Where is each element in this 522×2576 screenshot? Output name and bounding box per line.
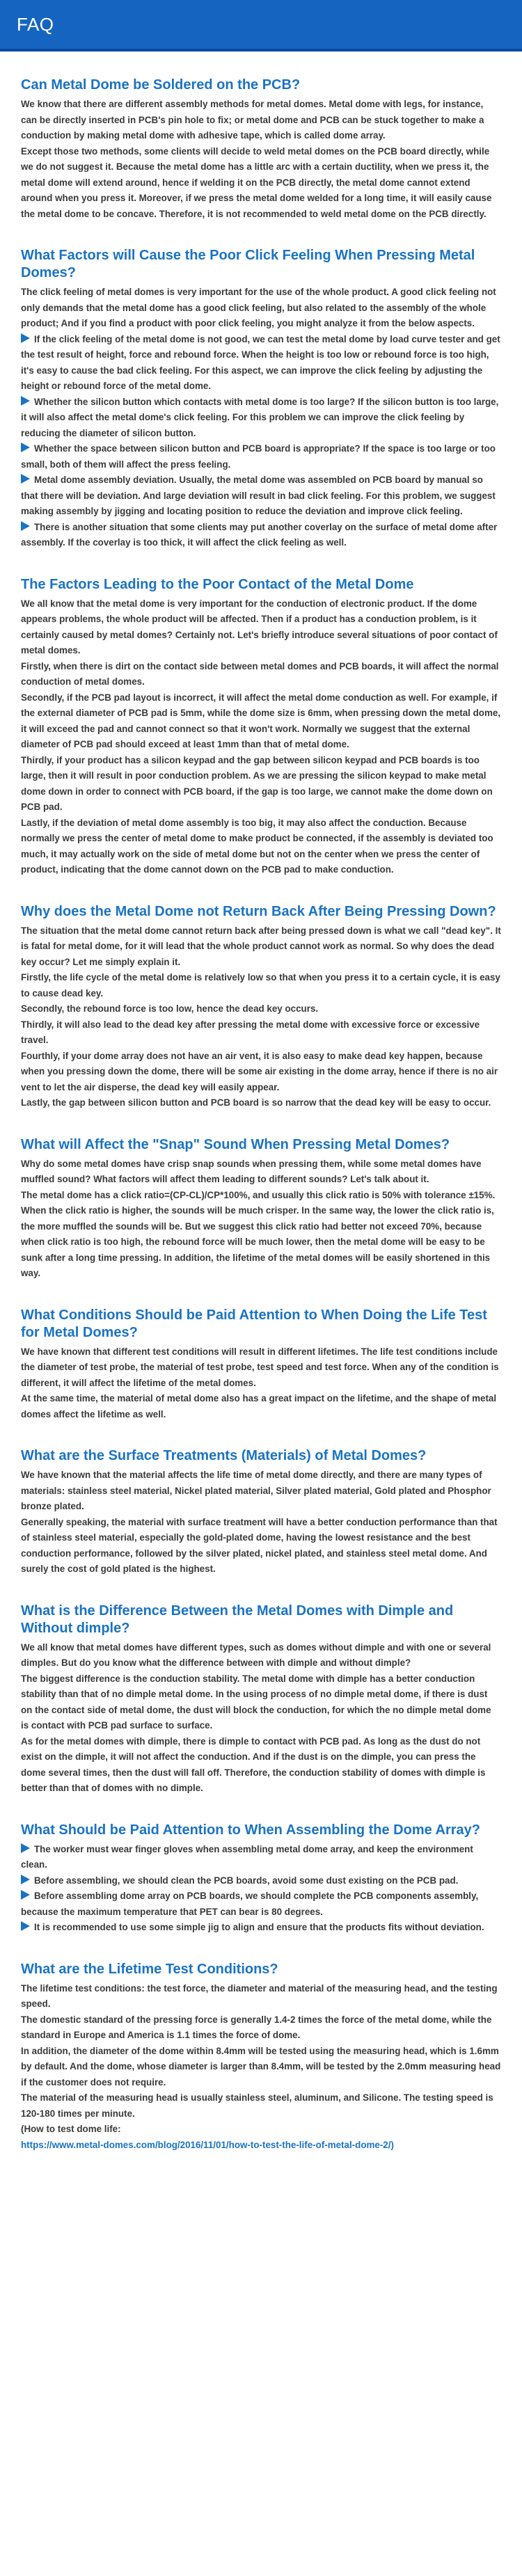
faq-answer-paragraph <box>21 596 501 659</box>
faq-bullet-item <box>21 1873 501 1889</box>
faq-answer-paragraph <box>21 1981 501 2012</box>
paragraph-text: We have known that the material affects the life time of metal dome directly, and there are many types of materials: stainless steel material, Nickel plated material, Silver plated material, Gold plated and Phosphor bronze plated. <box>21 1470 491 1511</box>
paragraph-text: The worker must wear finger gloves when assembling metal dome array, and keep the environment clean. <box>21 1843 473 1870</box>
faq-answer-paragraph <box>21 2122 501 2138</box>
paragraph-text: At the same time, the material of metal dome also has a great impact on the lifetime, and the shape of metal domes affect the lifetime as well. <box>21 1393 497 1420</box>
faq-bullet-item <box>21 1889 501 1920</box>
paragraph-text: Thirdly, it will also lead to the dead key after pressing the metal dome with excessive force or excessive travel. <box>21 1019 480 1045</box>
paragraph-text: Whether the space between silicon button and PCB board is appropriate? If the space is too large or too small, both of them will affect the press feeling. <box>21 443 496 470</box>
faq-bullet-item <box>21 520 501 551</box>
paragraph-text: The lifetime test conditions: the test force, the diameter and material of the measuring head, and the testing speed. <box>21 1982 498 2009</box>
paragraph-text: We have known that different test conditions will result in different lifetimes. The life test conditions include the diameter of test probe, the material of test probe, test speed and test force. When any of the condition is different, it will affect the lifetime of the metal domes. <box>21 1346 499 1388</box>
paragraph-text: If the click feeling of the metal dome is not good, we can test the metal dome by load curve tester and get the test result of height, force and rebound force. When the height is too low or rebound force is too high, it's easy to cause the bad click feeling. For this aspect, we can improve the click feeling by adjusting the height or rebound force of the metal dome. <box>21 333 500 391</box>
faq-answer-paragraph <box>21 1188 501 1282</box>
faq-section <box>21 247 501 551</box>
faq-answer-paragraph <box>21 816 501 878</box>
paragraph-text: The material of the measuring head is usually stainless steel, aluminum, and Silicone. The testing speed is 120-180 times per minute. <box>21 2092 493 2119</box>
faq-section <box>21 77 501 222</box>
arrow-right-icon <box>21 443 30 452</box>
faq-section <box>21 576 501 878</box>
faq-answer-paragraph <box>21 1734 501 1797</box>
paragraph-text: The situation that the metal dome cannot return back after being pressed down is what we call "dead key". It is fatal for metal dome, for it will lead that the whole product cannot work as normal. So why does the dead key occur? Let me simply explain it. <box>21 925 501 967</box>
arrow-right-icon <box>21 1890 30 1900</box>
paragraph-text: As for the metal domes with dimple, there is dimple to contact with PCB pad. As long as the dust do not exist on the dimple, it will not affect the conduction. And if the dust is on the dimple, you can press the dome several times, then the dust will fall off. Therefore, the conduction stability of domes with dimple is better than that of domes with no dimple. <box>21 1735 486 1793</box>
arrow-right-icon <box>21 1843 30 1853</box>
faq-section <box>21 903 501 1111</box>
arrow-right-icon <box>21 521 30 531</box>
paragraph-text: The domestic standard of the pressing force is generally 1.4-2 times the force of the metal dome, while the standard in Europe and America is 1.1 times the force of dome. <box>21 2014 492 2040</box>
faq-question-heading: Why does the Metal Dome not Return Back After Being Pressing Down? <box>21 903 496 919</box>
faq-content <box>0 51 522 2192</box>
faq-section <box>21 1136 501 1282</box>
paragraph-text: The biggest difference is the conduction stability. The metal dome with dimple has a better conduction stability than that of no dimple metal dome. In the using process of no dimple metal dome, if there is dust on the contact side of metal dome, the dust will block the conduction, for which the no dimple metal dome is contact with PCB pad surface to surface. <box>21 1673 491 1731</box>
faq-answer-paragraph <box>21 285 501 332</box>
faq-answer-paragraph <box>21 1095 501 1111</box>
faq-section <box>21 1447 501 1577</box>
page-title: FAQ <box>17 13 54 35</box>
faq-answer-paragraph <box>21 923 501 971</box>
faq-answer-paragraph <box>21 1468 501 1515</box>
faq-question-heading: What will Affect the "Snap" Sound When Pressing Metal Domes? <box>21 1136 450 1152</box>
paragraph-text: Before assembling dome array on PCB boards, we should complete the PCB components assembly, because the maximum temperature that PET can bear is 80 degrees. <box>21 1891 479 1917</box>
faq-answer-paragraph <box>21 1049 501 1096</box>
paragraph-text: Why do some metal domes have crisp snap sounds when pressing them, while some metal domes have muffled sound? What factors will affect them leading to different sounds? Let's talk about it. <box>21 1158 482 1184</box>
paragraph-text: In addition, the diameter of the dome within 8.4mm will be tested using the measuring head, which is 1.6mm by default. And the dome, whose diameter is larger than 8.4mm, will be tested by the 2.0mm measuring head if the customer does not require. <box>21 2045 501 2088</box>
faq-question-heading: Can Metal Dome be Soldered on the PCB? <box>21 77 301 93</box>
faq-section <box>21 1307 501 1423</box>
paragraph-text: Secondly, if the PCB pad layout is incorrect, it will affect the metal dome conduction as well. For example, if the external diameter of PCB pad is 5mm, while the dome size is 6mm, when pressing down the metal dome, it will exceed the pad and cannot connect so that it won't work. Normally we suggest that the external diameter of PCB pad should exceed at least 1mm than that of metal dome. <box>21 692 501 749</box>
paragraph-text: There is another situation that some clients may put another coverlay on the surface of metal dome after assembly. If the coverlay is too thick, it will affect the click feeling as well. <box>21 521 498 548</box>
faq-header <box>0 0 522 51</box>
faq-question-heading: What Should be Paid Attention to When Assembling the Dome Array? <box>21 1822 481 1838</box>
paragraph-text: The metal dome has a click ratio=(CP-CL)/CP*100%, and usually this click ratio is 50% with tolerance ±15%. When the click ratio is higher, the sounds will be much crisper. In the same way, the lower the click ratio is, the more muffled the sounds will be. But we suggest this click ratio had better not exceed 70%, because when click ratio is too high, the rebound force will be much lower, then the metal dome will be easy to be sunk after a long time pressing. In addition, the lifetime of the metal domes will be easily shortened in this way. <box>21 1189 496 1278</box>
faq-answer-paragraph <box>21 1344 501 1392</box>
faq-question-heading: What Factors will Cause the Poor Click Feeling When Pressing Metal Domes? <box>21 248 475 280</box>
faq-answer-paragraph <box>21 2044 501 2091</box>
faq-bullet-item <box>21 472 501 520</box>
faq-answer-paragraph <box>21 1640 501 1671</box>
paragraph-text: Firstly, when there is dirt on the contact side between metal domes and PCB boards, it will affect the normal conduction of metal domes. <box>21 660 499 687</box>
faq-question-heading: What are the Surface Treatments (Materials) of Metal Domes? <box>21 1448 427 1463</box>
faq-section <box>21 1603 501 1797</box>
faq-answer-paragraph <box>21 1671 501 1734</box>
faq-question-heading: What is the Difference Between the Metal Domes with Dimple and Without dimple? <box>21 1603 454 1636</box>
paragraph-text: Secondly, the rebound force is too low, hence the dead key occurs. <box>21 1003 319 1014</box>
arrow-right-icon <box>21 1921 30 1931</box>
paragraph-text: Firstly, the life cycle of the metal dome is relatively low so that when you press it to a certain cycle, it is easy to cause dead key. <box>21 972 500 999</box>
faq-answer-paragraph <box>21 1001 501 1017</box>
paragraph-text: Except those two methods, some clients will decide to weld metal domes on the PCB board directly, while we do not suggest it. Because the metal dome has a little arc with a certain ductility, when we press it, the metal dome will extend around, hence if welding it on the PCB directly, the metal dome cannot extend around when you press it. Moreover, if we press the metal dome welded for a long time, it will easily cause the metal dome to be concave. Therefore, it is not recommended to weld metal dome on the PCB directly. <box>21 145 492 219</box>
paragraph-text: Whether the silicon button which contacts with metal dome is too large? If the silicon button is too large, it will also affect the metal dome's click feeling. For this problem we can improve the click feeling by reducing the diameter of silicon button. <box>21 396 499 438</box>
faq-answer-paragraph <box>21 97 501 144</box>
faq-answer-paragraph <box>21 690 501 753</box>
paragraph-text: We know that there are different assembly methods for metal domes. Metal dome with legs, for instance, can be directly inserted in PCB's pin hole to fix; or metal dome and PCB can be stuck together to make a conduction by making metal dome with adhesive tape, which is called dome array. <box>21 99 484 141</box>
faq-answer-paragraph <box>21 144 501 223</box>
faq-answer-paragraph <box>21 753 501 816</box>
faq-bullet-item <box>21 395 501 442</box>
faq-answer-paragraph <box>21 1391 501 1422</box>
faq-bullet-item <box>21 1920 501 1936</box>
faq-bullet-item <box>21 332 501 395</box>
paragraph-text: Lastly, the gap between silicon button and PCB board is so narrow that the dead key will be easy to occur. <box>21 1097 491 1108</box>
faq-answer-paragraph <box>21 659 501 690</box>
faq-section <box>21 1961 501 2154</box>
paragraph-text: Before assembling, we should clean the PCB boards, avoid some dust existing on the PCB pad. <box>34 1875 459 1886</box>
paragraph-text: We all know that the metal dome is very important for the conduction of electronic product. If the dome appears problems, the whole product will be affected. Then if a product has a conduction problem, is it certainly caused by metal domes? Certainly not. Let's briefly introduce several situations of poor contact of metal domes. <box>21 598 498 655</box>
faq-answer-paragraph <box>21 2138 501 2154</box>
paragraph-text: We all know that metal domes have different types, such as domes without dimple and with one or several dimples. But do you know what the difference between with dimple and without dimple? <box>21 1641 491 1668</box>
paragraph-text: Metal dome assembly deviation. Usually, the metal dome was assembled on PCB board by manual so that there will be deviation. And large deviation will result in bad click feeling. For this problem, we suggest making assembly by jigging and locating position to reduce the deviation and improve click feeling. <box>21 475 496 516</box>
faq-answer-paragraph <box>21 970 501 1001</box>
arrow-right-icon <box>21 333 30 343</box>
faq-bullet-item <box>21 441 501 472</box>
arrow-right-icon <box>21 474 30 484</box>
dome-life-test-link[interactable]: https://www.metal-domes.com/blog/2016/11/01/how-to-test-the-life-of-metal-dome-2/) <box>21 2139 394 2150</box>
paragraph-text: Lastly, if the deviation of metal dome assembly is too big, it may also affect the conduction. Because normally we press the center of metal dome to make product be connected, if the assembly is deviated too much, it may actually work on the side of metal dome but not on the center when we press the center of product, indicating that the dome cannot down on the PCB pad to make conduction. <box>21 817 493 875</box>
paragraph-text: It is recommended to use some simple jig to align and ensure that the products fits without deviation. <box>34 1922 484 1932</box>
faq-question-heading: What Conditions Should be Paid Attention to When Doing the Life Test for Metal Domes? <box>21 1307 487 1340</box>
arrow-right-icon <box>21 1875 30 1884</box>
faq-answer-paragraph <box>21 2090 501 2122</box>
faq-question-heading: The Factors Leading to the Poor Contact of the Metal Dome <box>21 576 414 592</box>
faq-answer-paragraph <box>21 2012 501 2044</box>
faq-answer-paragraph <box>21 1017 501 1049</box>
faq-bullet-item <box>21 1842 501 1873</box>
paragraph-text: Generally speaking, the material with surface treatment will have a better conduction performance than that of stainless steel material, especially the gold-plated dome, having the lowest resistance and the best conduction performance, followed by the silver plated, nickel plated, and stainless steel metal dome. And surely the cost of gold plated is the highest. <box>21 1516 498 1574</box>
faq-answer-paragraph <box>21 1156 501 1188</box>
paragraph-text: The click feeling of metal domes is very important for the use of the whole product. A good click feeling not only demands that the metal dome has a good click feeling, but also related to the assembly of the whole product; And if you find a product with poor click feeling, you might analyze it from the below aspects. <box>21 287 496 328</box>
paragraph-text: Thirdly, if your product has a silicon keypad and the gap between silicon keypad and PCB boards is too large, then it will result in poor conduction problem. As we are pressing the silicon keypad to make metal dome down in order to connect with PCB board, if the gap is too large, we cannot make the dome down on PCB pad. <box>21 754 493 812</box>
paragraph-text: Fourthly, if your dome array does not have an air vent, it is also easy to make dead key happen, because when you pressing down the dome, there will be some air existing in the dome array, hence if there is no air vent to let the air disperse, the dead key will easily appear. <box>21 1050 498 1092</box>
paragraph-text: (How to test dome life: <box>21 2124 121 2134</box>
faq-question-heading: What are the Lifetime Test Conditions? <box>21 1961 278 1977</box>
faq-section <box>21 1822 501 1936</box>
faq-answer-paragraph <box>21 1515 501 1577</box>
arrow-right-icon <box>21 396 30 406</box>
